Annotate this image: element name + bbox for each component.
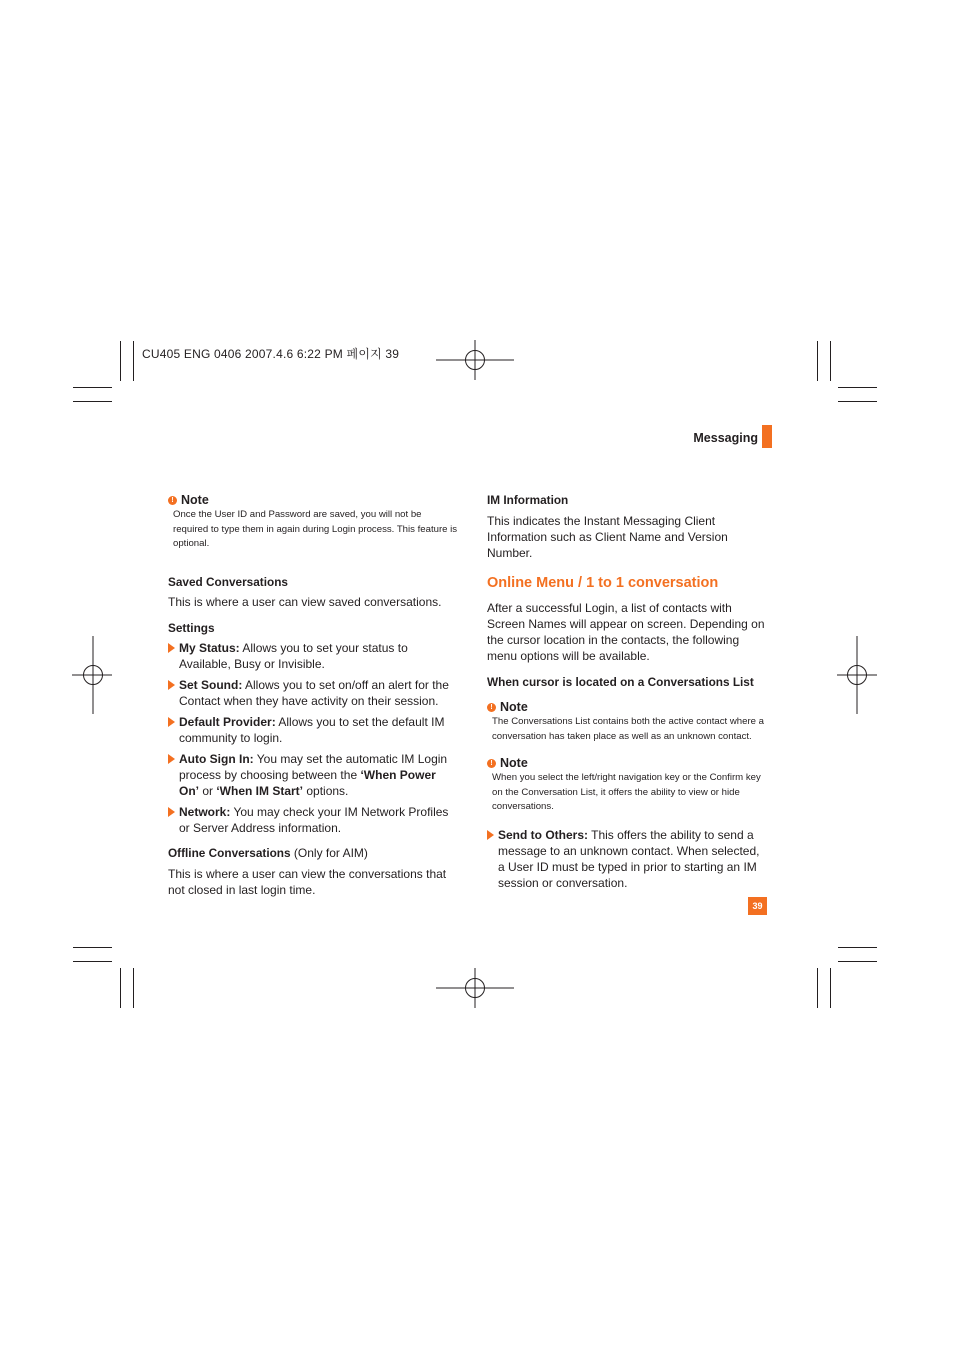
note-text: When you select the left/right navigation key or the Confirm key on the Conversation List, it offers the ability to view or hide conversations.	[492, 772, 761, 812]
exclamation-icon: !	[487, 759, 496, 768]
exclamation-icon: !	[168, 496, 177, 505]
note-text: Once the User ID and Password are saved, you will not be required to type them in again during Login process. This feature is optional.	[173, 509, 458, 549]
im-information-text: This indicates the Instant Messaging Client Information such as Client Name and Version Number.	[487, 514, 728, 560]
settings-heading: Settings	[168, 620, 215, 635]
note-box	[487, 699, 769, 744]
note-text: The Conversations List contains both the active contact where a conversation has taken place as well as an unknown contact.	[492, 716, 764, 742]
online-menu-heading: Online Menu / 1 to 1 conversation	[487, 575, 719, 591]
page-number: 39	[748, 897, 767, 915]
im-information-heading: IM Information	[487, 493, 569, 507]
note-box	[487, 755, 769, 815]
arrow-bullet-icon	[168, 643, 175, 653]
cursor-heading: When cursor is located on a Conversations List	[487, 675, 754, 689]
right-column	[487, 492, 769, 891]
list-item: Network: You may check your IM Network Profiles or Server Address information.	[168, 804, 458, 836]
list-item: Send to Others: This offers the ability to send a message to an unknown contact. When selected, a User ID must be typed in prior to starting an IM session or conversation.	[487, 827, 769, 891]
arrow-bullet-icon	[487, 830, 494, 840]
registration-mark-left-icon	[72, 636, 112, 714]
offline-conversations-text: This is where a user can view the conversations that not closed in last login time.	[168, 866, 447, 897]
note-label: Note	[181, 493, 209, 507]
registration-mark-right-icon	[837, 636, 877, 714]
note-box	[168, 492, 458, 552]
arrow-bullet-icon	[168, 754, 175, 764]
exclamation-icon: !	[487, 703, 496, 712]
note-label: Note	[500, 700, 528, 714]
list-item: Auto Sign In: You may set the automatic IM Login process by choosing between the ‘When Power On’ or ‘When IM Start’ options.	[168, 751, 458, 799]
registration-mark-bottom-icon	[436, 968, 516, 1008]
section-title: Messaging	[693, 431, 758, 445]
arrow-bullet-icon	[168, 807, 175, 817]
registration-mark-top-icon	[436, 340, 516, 380]
list-item: My Status: Allows you to set your status to Available, Busy or Invisible.	[168, 640, 458, 672]
arrow-bullet-icon	[168, 717, 175, 727]
section-tab-marker	[762, 425, 772, 448]
arrow-bullet-icon	[168, 680, 175, 690]
offline-conversations-heading: Offline Conversations (Only for AIM)	[168, 845, 368, 860]
online-menu-text: After a successful Login, a list of contacts with Screen Names will appear on screen. Depending on the cursor location in the contacts, the following menu options will be available.	[487, 601, 765, 663]
left-column	[168, 492, 458, 898]
saved-conversations-text: This is where a user can view saved conversations.	[168, 594, 442, 609]
note-label: Note	[500, 756, 528, 770]
print-slug: CU405 ENG 0406 2007.4.6 6:22 PM 페이지 39	[142, 347, 400, 361]
saved-conversations-heading: Saved Conversations	[168, 574, 288, 589]
list-item: Default Provider: Allows you to set the default IM community to login.	[168, 714, 458, 746]
list-item: Set Sound: Allows you to set on/off an alert for the Contact when they have activity on their session.	[168, 677, 458, 709]
